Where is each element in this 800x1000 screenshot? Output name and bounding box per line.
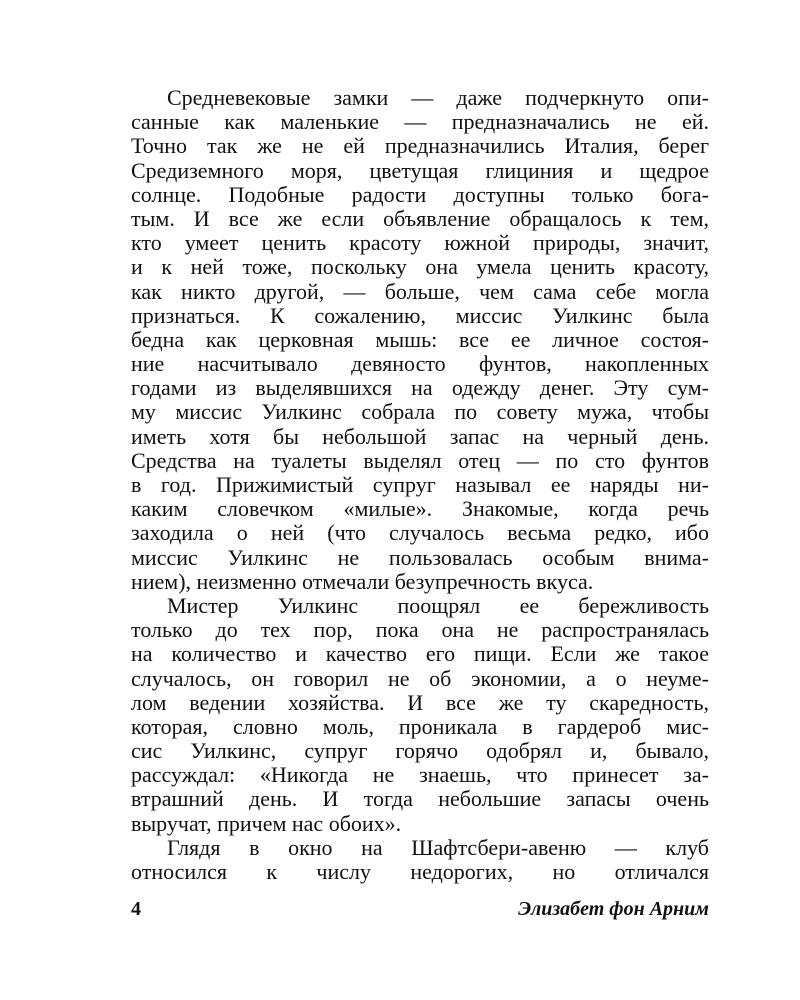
paragraph-line: санные как маленькие — предназначались не ей. [131,109,709,135]
paragraph-line: Средиземного моря, цветущая глициния и щедрое [131,157,709,183]
body-text [131,86,709,884]
paragraph-line: и к ней тоже, поскольку она умела ценить красоту, [131,254,709,280]
paragraph-line: каким словечком «милые». Знакомые, когда речь [131,496,709,522]
paragraph-line: в год. Прижимистый супруг называл ее наряды ни- [131,472,709,497]
paragraph-line: годами из выделявшихся на одежду денег. Эту сум- [131,375,709,401]
paragraph-line: бедна как церковная мышь: все ее личное состоя- [131,326,709,352]
paragraph-line: втрашний день. И тогда небольшие запасы очень [131,786,709,812]
paragraph-line: заходила о ней (что случалось весьма редко, ибо [131,520,709,546]
paragraph-line: кто умеет ценить красоту южной природы, значит, [131,230,709,256]
paragraph-line: признаться. К сожалению, миссис Уилкинс была [131,302,709,328]
paragraph-line: му миссис Уилкинс собрала по совету мужа, чтобы [131,399,709,425]
page-footer [131,898,709,924]
paragraph-line: только до тех пор, пока она не распространялась [131,617,709,643]
page-number: 4 [131,898,141,920]
paragraph-line: тым. И все же если объявление обращалось к тем, [131,205,709,231]
paragraph-line: солнце. Подобные радости доступны только бога- [131,181,709,207]
paragraph-line: случалось, он говорил не об экономии, а о неуме- [131,665,709,691]
paragraph-line: нием), неизменно отмечали безупречность вкуса. [131,568,594,594]
paragraph-line: Мистер Уилкинс поощрял ее бережливость [167,592,709,618]
paragraph-line: Средства на туалеты выделял отец — по сто фунтов [131,447,709,473]
paragraph-line: Средневековые замки — даже подчеркнуто опи- [167,85,709,110]
paragraph-line: ние насчитывало девяносто фунтов, накопленных [131,351,709,377]
paragraph-line: на количество и качество его пищи. Если же такое [131,641,709,667]
paragraph-line: миссис Уилкинс не пользовалась особым внима- [131,544,709,570]
paragraph-line: Глядя в окно на Шафтсбери-авеню — клуб [167,834,709,860]
paragraph-line: выручат, причем нас обоих». [131,810,402,836]
paragraph-line: иметь хотя бы небольшой запас на черный день. [131,423,709,449]
paragraph-line: рассуждал: «Никогда не знаешь, что принесет за- [131,762,709,788]
paragraph-line: которая, словно моль, проникала в гардероб мис- [131,713,709,739]
paragraph-line: сис Уилкинс, супруг горячо одобрял и, бывало, [131,738,709,764]
paragraph-line: относился к числу недорогих, но отличался [131,859,709,884]
paragraph-line: как никто другой, — больше, чем сама себе могла [131,278,709,304]
running-author: Элизабет фон Арним [518,898,709,920]
paragraph-line: лом ведении хозяйства. И все же ту скаредность, [131,689,709,715]
paragraph-line: Точно так же не ей предназначились Италия, берег [131,133,709,159]
